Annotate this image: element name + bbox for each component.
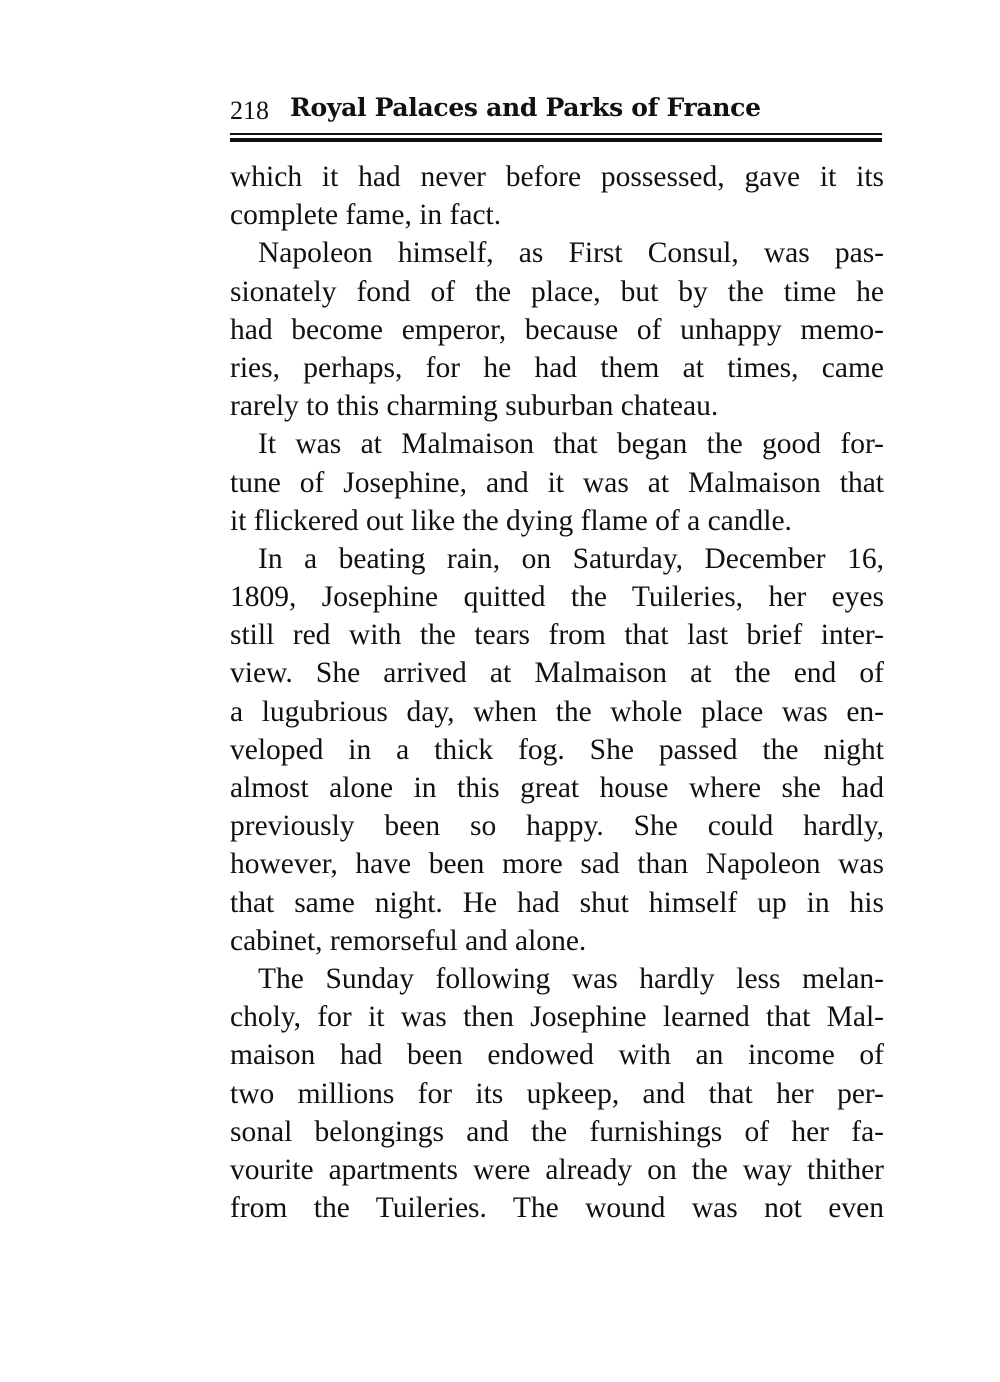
text-line: a lugubrious day, when the whole place was en- (230, 695, 884, 728)
text-line: cabinet, remorseful and alone. (230, 924, 587, 957)
text-line: choly, for it was then Josephine learned that Mal- (230, 1001, 884, 1034)
text-line: almost alone in this great house where she had (230, 772, 884, 804)
text-line: it flickered out like the dying flame of a candle. (230, 504, 792, 537)
text-line: ries, perhaps, for he had them at times, came (230, 351, 884, 384)
text-line: The Sunday following was hardly less melan- (258, 962, 884, 995)
text-line: from the Tuileries. The wound was not even (230, 1192, 884, 1225)
text-line: complete fame, in fact. (230, 199, 502, 232)
text-line: rarely to this charming suburban chateau. (230, 390, 719, 423)
text-line: maison had been endowed with an income of (230, 1039, 884, 1072)
header-rule-thin (230, 133, 882, 135)
text-line: sionately fond of the place, but by the time he (230, 275, 884, 308)
text-line: that same night. He had shut himself up in his (230, 886, 884, 919)
text-line: however, have been more sad than Napoleon was (230, 848, 884, 881)
running-head (230, 88, 882, 132)
text-line: view. She arrived at Malmaison at the end of (230, 657, 884, 690)
text-line: previously been so happy. She could hardly, (230, 810, 884, 843)
text-line: which it had never before possessed, gave it its (230, 161, 884, 193)
text-line: 1809, Josephine quitted the Tuileries, her eyes (230, 581, 884, 614)
body-text (230, 158, 884, 1227)
text-line: Napoleon himself, as First Consul, was pas- (258, 237, 884, 270)
text-line: It was at Malmaison that began the good for- (258, 428, 884, 461)
header-rule-thick (230, 138, 882, 142)
text-line: sonal belongings and the furnishings of her fa- (230, 1115, 884, 1148)
text-line: veloped in a thick fog. She passed the night (230, 733, 884, 766)
text-line: two millions for its upkeep, and that her per- (230, 1077, 884, 1110)
page-number: 218 (230, 96, 269, 125)
text-line: vourite apartments were already on the way thither (230, 1153, 884, 1186)
text-line: had become emperor, because of unhappy memo- (230, 313, 884, 346)
running-title: Royal Palaces and Parks of France (290, 93, 761, 122)
text-line: still red with the tears from that last brief inter- (230, 619, 884, 652)
text-line: In a beating rain, on Saturday, December 16, (258, 542, 884, 575)
text-line: tune of Josephine, and it was at Malmaison that (230, 466, 884, 499)
